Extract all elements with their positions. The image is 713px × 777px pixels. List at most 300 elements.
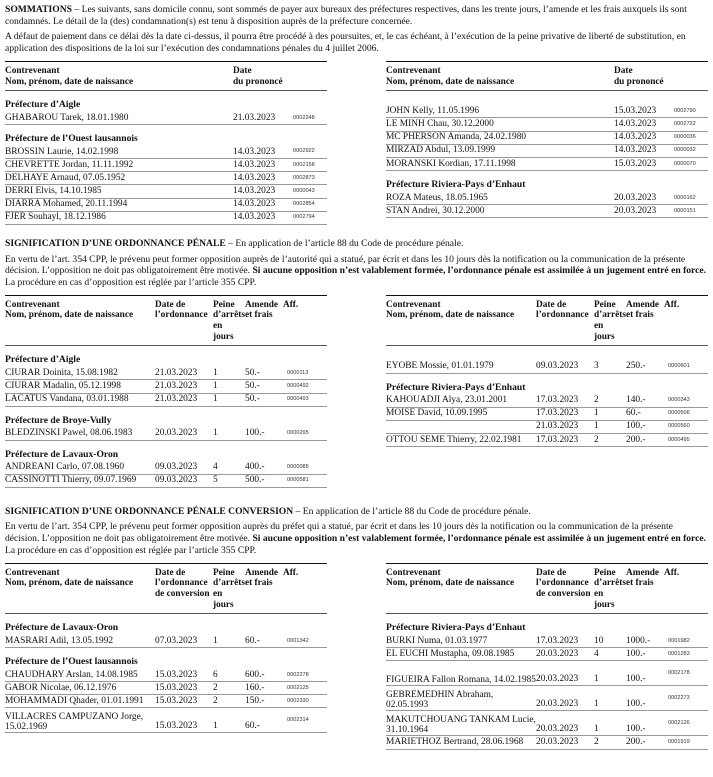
header-label: du prononcé [233,76,283,87]
amende-frais: 60.- [626,408,641,419]
affaire-ref: 0002854 [293,201,315,208]
ordonnance-columns [5,295,708,488]
header-contrevenant [386,66,614,87]
conversion-columns [5,563,708,750]
peine-jours: 1 [213,367,218,378]
table-row [5,159,327,172]
ordonnance-paragraph: En vertu de l’art. 354 CPP, le prévenu peut former opposition auprès de l’autorité qui a statué, par écrit et dans les 10 jours dès la notification ou la communication de la présente décision. L’opposition ne doit pas obligatoirement être motivée. Si aucune opposition n’est valablement formée, l’ordonnance pénale est assimilée à un jugement entré en force. La procédure en cas d’opposition est réglée par l’article 355 CPP. [5,253,707,289]
header-label: Nom, prénom, date de naissance [386,310,515,321]
contrevenant-name: CASSINOTTI Thierry, 09.07.1969 [5,475,137,486]
header-peine [594,568,626,611]
table-row [5,708,327,733]
date-ordonnance: 07.03.2023 [155,635,198,646]
peine-jours: 2 [213,682,218,693]
contrevenant-name: JOHN Kelly, 11.05.1996 [386,105,480,116]
contrevenant-name: FIGUEIRA Fallon Romana, 14.02.1985 [386,675,536,685]
header-date [233,66,323,87]
affaire-ref: 0002873 [293,174,315,181]
header-aff [283,300,323,343]
ordonnance-left-column [5,295,327,488]
conversion-left-column [5,563,327,750]
amende-frais: 100.- [626,648,646,659]
amende-frais: 1000.- [626,635,651,646]
header-label: d’arrêts [594,578,627,589]
notice-page [5,4,708,750]
date-ordonnance: 09.03.2023 [536,361,579,372]
affaire-ref: 0002273 [668,694,690,701]
peine-jours: 5 [213,475,218,486]
header-label: Nom, prénom, date de naissance [5,310,134,321]
table-row [386,105,708,118]
table-row [5,112,327,125]
prefecture-group-title: Préfecture d’Aigle [5,99,81,111]
table-row [5,146,327,159]
conversion-title: SIGNIFICATION D’UNE ORDONNANCE PÉNALE CONVERSION [5,505,294,517]
peine-jours: 6 [213,669,218,680]
affaire-ref: 0002278 [287,671,309,678]
conversion-heading: SIGNIFICATION D’UNE ORDONNANCE PÉNALE CONVERSION – En application de l’article 88 du Code de procédure pénale. [5,505,531,517]
table-header [386,296,708,347]
header-label: Contrevenant [5,299,60,310]
date-ordonnance: 21.03.2023 [155,367,198,378]
table-row [5,172,327,185]
ordonnance-heading: SIGNIFICATION D’UNE ORDONNANCE PÉNALE – En application de l’article 88 du Code de procédure pénale. [5,237,464,249]
contrevenant-name: VILLACRES CAMPUZANO Jorge, 15.02.1969 [5,711,144,733]
header-label: d’arrêts [594,310,627,321]
header-label: du prononcé [614,76,664,87]
affaire-ref: 0002330 [287,697,309,704]
table-row [5,635,327,648]
contrevenant-name: CIURAR Doinita, 15.08.1982 [5,367,118,378]
affaire-ref: 0000492 [287,383,309,390]
conversion-paragraph: En vertu de l’art. 354 CPP, le prévenu peut former opposition auprès du préfet qui a statué, par écrit et dans les 10 jours dès la notification ou la communication de la présente décision. L’opposition ne doit pas obligatoirement être motivée. Si aucune opposition n’est valablement formée, l’ordonnance pénale est assimilée à un jugement entré en force. La procédure en cas d’opposition est réglée par l’article 355 CPP. [5,521,707,556]
affaire-ref: 0000036 [674,134,696,141]
header-label: l’ordonnance [536,578,589,589]
affaire-ref: 0002922 [293,148,315,155]
amende-frais: 140.- [626,395,646,406]
amende-frais: 100.- [245,428,265,439]
header-peine [213,300,245,343]
affaire-ref: 0001982 [668,637,690,644]
date-ordonnance: 17.03.2023 [536,395,579,406]
contrevenant-name: MOISE David, 10.09.1995 [386,408,488,419]
ordonnance-section [5,238,708,488]
date-ordonnance: 20.03.2023 [536,698,579,709]
amende-frais: 100.- [626,673,646,684]
contrevenant-name: CIURAR Madalin, 05.12.1998 [5,381,121,392]
header-label: de conversion [536,588,591,599]
date-prononce: 21.03.2023 [233,112,276,123]
affaire-ref: 0000581 [287,477,309,484]
table-row [5,199,327,212]
header-label: Amende [626,299,660,310]
header-label: et frais [245,310,273,321]
affaire-ref: 0000113 [287,369,309,376]
peine-jours: 1 [213,394,218,405]
header-aff [664,300,704,343]
peine-jours: 1 [594,408,599,419]
affaire-ref: 0000162 [674,194,696,201]
date-prononce: 14.03.2023 [233,159,276,170]
affaire-ref: 0002158 [293,161,315,168]
contrevenant-name: STAN Andrei, 30.12.2000 [386,205,485,216]
date-ordonnance: 20.03.2023 [536,737,579,748]
header-label: Contrevenant [5,65,60,76]
peine-jours: 1 [213,428,218,439]
date-ordonnance: 21.03.2023 [155,394,198,405]
sommations-columns [5,61,708,225]
amende-frais: 500.- [245,475,265,486]
date-ordonnance: 09.03.2023 [155,475,198,486]
affaire-ref: 0000560 [668,423,690,430]
table-row [5,427,327,440]
table-header [386,564,708,615]
table-row [386,118,708,131]
header-date [536,568,594,611]
header-label: en jours [594,321,615,342]
date-prononce: 14.03.2023 [233,199,276,210]
table-row [386,648,708,661]
peine-jours: 4 [213,462,218,473]
amende-frais: 250.- [626,361,646,372]
affaire-ref: 0000495 [668,436,690,443]
prefecture-group-title: Préfecture de Lavaux-Oron [5,622,119,634]
amende-frais: 150.- [245,695,265,706]
header-label: Contrevenant [386,65,441,76]
header-amende [626,300,664,343]
date-ordonnance: 17.03.2023 [536,434,579,445]
date-ordonnance: 20.03.2023 [155,428,198,439]
header-aff [664,568,704,611]
header-label: Aff. [664,299,680,310]
date-prononce: 20.03.2023 [614,192,657,203]
contrevenant-name: DERRI Elvis, 14.10.1985 [5,186,102,197]
peine-jours: 2 [594,395,599,406]
header-label: l’ordonnance [155,578,208,589]
table-row [386,736,708,749]
conversion-right-column [386,563,708,750]
amende-frais: 100.- [626,698,646,709]
contrevenant-name: DIARRA Mohamed, 20.11.1994 [5,199,128,210]
contrevenant-name: LE MINH Chau, 30.12.2000 [386,119,494,130]
date-ordonnance: 21.03.2023 [155,381,198,392]
header-label: Date de [536,299,567,310]
table-header [5,296,327,347]
affaire-ref: 0000343 [668,397,690,404]
conversion-section [5,506,708,750]
date-prononce: 14.03.2023 [614,119,657,130]
affaire-ref: 0000151 [674,207,696,214]
table-row [386,711,708,736]
amende-frais: 50.- [245,367,260,378]
table-row [5,669,327,682]
table-row [386,360,708,373]
header-label: de conversion [155,588,210,599]
prefecture-group-title: Préfecture Riviera-Pays d’Enhaut [386,179,526,191]
prefecture-group-title: Préfecture de Lavaux-Oron [5,448,119,460]
table-row [386,394,708,407]
affaire-ref: 0000295 [287,430,309,437]
peine-jours: 1 [594,723,599,734]
affaire-ref: 0000032 [674,147,696,154]
contrevenant-name: BLEDZINSKI Pawel, 08.06.1983 [5,428,133,439]
table-row [5,380,327,393]
contrevenant-name: MOHAMMADI Qhader, 01.01.1991 [5,695,144,706]
peine-jours: 1 [213,635,218,646]
header-amende [245,568,283,611]
table-row [386,434,708,447]
prefecture-group-title: Préfecture de l’Ouest lausannois [5,656,138,668]
header-label: Date de [155,299,186,310]
affaire-ref: 0002794 [293,214,315,221]
contrevenant-name: CHAUDHARY Arslan, 14.08.1985 [5,669,138,680]
header-label: en jours [213,588,234,610]
peine-jours: 4 [594,648,599,659]
header-label: et frais [626,578,654,589]
affaire-ref: 0002248 [293,114,315,121]
header-label: Contrevenant [386,567,441,578]
ordonnance-right-column [386,295,708,488]
affaire-ref: 0002126 [668,719,690,726]
date-prononce: 14.03.2023 [233,212,276,223]
header-label: l’ordonnance [155,310,208,321]
affaire-ref: 0000601 [668,363,690,370]
header-date [614,66,704,87]
affaire-ref: 0000493 [287,396,309,403]
table-row [5,394,327,407]
peine-jours: 1 [594,673,599,684]
header-label: Nom, prénom, date de naissance [386,76,515,87]
header-peine [213,568,245,611]
header-label: Nom, prénom, date de naissance [5,578,134,589]
header-contrevenant [386,568,536,611]
header-aff [283,568,323,611]
sommations-intro: SOMMATIONS – Les suivants, sans domicile connu, sont sommés de payer aux bureaux des préfectures respectives, dans les trente jours, l’amende et les frais auxquels ils sont condamnés. Le détail de la (des) condamnation(s) est tenu à disposition auprès de la préfecture concernée. [5,4,687,27]
amende-frais: 50.- [245,394,260,405]
date-prononce: 14.03.2023 [233,146,276,157]
header-label: Amende [245,299,279,310]
affaire-ref: 0001342 [287,637,309,644]
date-prononce: 14.03.2023 [614,132,657,143]
amende-frais: 200.- [626,434,646,445]
contrevenant-name: BÜRKI Numa, 01.03.1977 [386,635,488,646]
date-ordonnance: 17.03.2023 [536,408,579,419]
table-row [386,408,708,421]
sommations-left-column [5,61,327,225]
sommations-title: SOMMATIONS [5,4,72,15]
header-label: Aff. [664,567,680,578]
table-row [386,145,708,158]
peine-jours: 1 [594,421,599,432]
peine-jours: 2 [213,695,218,706]
header-peine [594,300,626,343]
prefecture-group-title: Préfecture Riviera-Pays d’Enhaut [386,381,526,393]
amende-frais: 100.- [626,421,646,432]
date-ordonnance: 15.03.2023 [155,720,198,731]
header-label: Date de [536,567,567,578]
table-row [5,367,327,380]
header-contrevenant [5,568,155,611]
table-row [386,686,708,711]
table-row [386,192,708,205]
affaire-ref: 0002314 [287,717,309,724]
contrevenant-name: ROZA Mateus, 18.05.1965 [386,192,488,203]
table-header [5,62,327,91]
group-spacer [386,346,708,360]
affaire-ref: 0001283 [668,650,690,657]
affaire-ref: 0000085 [287,464,309,471]
amende-frais: 200.- [626,737,646,748]
date-ordonnance: 15.03.2023 [155,695,198,706]
table-row [386,158,708,171]
date-prononce: 15.03.2023 [614,105,657,116]
table-header [386,62,708,91]
header-label: Contrevenant [386,299,441,310]
contrevenant-name: KAHOUADJI Alya, 23.01.2001 [386,395,508,406]
contrevenant-name: MAKUTCHOUANG TANKAM Lucie, 31.10.1964 [386,714,536,735]
contrevenant-name: OTTOU SEME Thierry, 22.02.1981 [386,434,522,445]
contrevenant-name: FJER Souhayl, 18.12.1986 [5,212,106,223]
contrevenant-name: MC PHERSON Amanda, 24.02.1980 [386,132,527,143]
contrevenant-name: EYOBE Mossie, 01.01.1979 [386,361,494,372]
header-contrevenant [5,66,233,87]
date-prononce: 14.03.2023 [233,186,276,197]
table-row [386,132,708,145]
date-ordonnance: 20.03.2023 [536,648,579,659]
date-ordonnance: 15.03.2023 [155,682,198,693]
affaire-ref: 0000070 [674,160,696,167]
table-row [386,661,708,686]
affaire-ref: 0000043 [293,188,315,195]
sommations-section [5,4,708,225]
peine-jours: 2 [594,737,599,748]
contrevenant-name: GHABAROU Tarek, 18.01.1980 [5,112,129,123]
contrevenant-name: EL EUCHI Mustapha, 09.08.1985 [386,648,515,659]
header-label: Peine [213,567,235,578]
header-contrevenant [386,300,536,343]
date-ordonnance: 15.03.2023 [155,669,198,680]
header-date [536,300,594,343]
sommations-para2: A défaut de paiement dans ce délai dès la date ci-dessus, il pourra être procédé à des poursuites, et, le cas échéant, à l’exécution de la peine privative de liberté de substitution, en application des dispositions de la loi sur l’exécution des condamnations pénales du 4 juillet 2006. [5,31,686,55]
affaire-ref: 0001919 [668,739,690,746]
affaire-ref: 0002125 [287,684,309,691]
amende-frais: 60.- [245,635,260,646]
header-label: et frais [245,578,273,589]
header-label: Date [233,65,252,76]
header-amende [245,300,283,343]
amende-frais: 50.- [245,381,260,392]
prefecture-group-title: Préfecture de Broye-Vully [5,414,112,426]
contrevenant-name: LACATUS Vandana, 03.01.1988 [5,394,129,405]
prefecture-group-title: Préfecture d’Aigle [5,354,81,366]
header-label: Amende [626,567,660,578]
date-ordonnance: 20.03.2023 [536,673,579,684]
table-row [386,635,708,648]
table-row [5,185,327,198]
peine-jours: 1 [594,698,599,709]
contrevenant-name: GEBREMEDHIN Abraham, 02.05.1993 [386,689,494,710]
table-row [386,421,708,434]
table-row [5,461,327,474]
date-ordonnance: 20.03.2023 [536,723,579,734]
date-prononce: 20.03.2023 [614,205,657,216]
amende-frais: 160.- [245,682,265,693]
amende-frais: 60.- [245,720,260,731]
header-amende [626,568,664,611]
table-row [5,682,327,695]
date-ordonnance: 21.03.2023 [536,421,579,432]
peine-jours: 1 [213,381,218,392]
header-label: Aff. [283,567,299,578]
header-label: l’ordonnance [536,310,589,321]
date-prononce: 15.03.2023 [614,158,657,169]
contrevenant-name: ANDREANI Carlo, 07.08.1960 [5,462,125,473]
date-prononce: 14.03.2023 [614,145,657,156]
header-date [155,568,213,611]
header-label: et frais [626,310,654,321]
contrevenant-name: MASRARI Adil, 13.05.1992 [5,635,114,646]
table-header [5,564,327,615]
date-prononce: 14.03.2023 [233,172,276,183]
header-label: en jours [594,588,615,610]
prefecture-group-title: Préfecture Riviera-Pays d’Enhaut [386,622,526,634]
amende-frais: 600.- [245,669,265,680]
ordonnance-title: SIGNIFICATION D’UNE ORDONNANCE PÉNALE [5,237,226,249]
table-row [5,695,327,708]
contrevenant-name: DELHAYE Arnaud, 07.05.1952 [5,172,126,183]
header-label: Aff. [283,299,299,310]
date-ordonnance: 17.03.2023 [536,635,579,646]
contrevenant-name: CHEVRETTE Jordan, 11.11.1992 [5,159,134,170]
peine-jours: 10 [594,635,604,646]
contrevenant-name: MARIETHOZ Bertrand, 28.06.1968 [386,737,524,748]
affaire-ref: 0002790 [674,107,696,114]
header-label: Nom, prénom, date de naissance [386,578,515,589]
sommations-right-column [386,61,708,225]
header-label: Amende [245,567,279,578]
amende-frais: 100.- [626,723,646,734]
affaire-ref: 0002178 [668,669,690,676]
group-spacer [386,91,708,105]
table-row [5,212,327,225]
date-ordonnance: 09.03.2023 [155,462,198,473]
contrevenant-name: MORANSKI Kordian, 17.11.1998 [386,158,516,169]
header-label: Date [614,65,633,76]
header-label: Date de [155,567,186,578]
header-label: Nom, prénom, date de naissance [5,76,134,87]
peine-jours: 3 [594,361,599,372]
table-row [5,475,327,488]
contrevenant-name: MIRZAD Abdul, 13.09.1999 [386,145,496,156]
peine-jours: 1 [213,720,218,731]
peine-jours: 2 [594,434,599,445]
prefecture-group-title: Préfecture de l’Ouest lausannois [5,133,138,145]
header-contrevenant [5,300,155,343]
header-label: d’arrêts [213,310,246,321]
header-label: Peine [594,299,616,310]
header-label: Peine [594,567,616,578]
amende-frais: 400.- [245,462,265,473]
affaire-ref: 0002722 [674,121,696,128]
header-label: Peine [213,299,235,310]
header-label: Contrevenant [5,567,60,578]
header-date [155,300,213,343]
header-label: en jours [213,321,234,342]
contrevenant-name: BROSSIN Laurie, 14.02.1998 [5,146,119,157]
affaire-ref: 0000506 [668,410,690,417]
header-label: d’arrêts [213,578,246,589]
contrevenant-name: GABOR Nicolae, 06.12.1976 [5,682,117,693]
